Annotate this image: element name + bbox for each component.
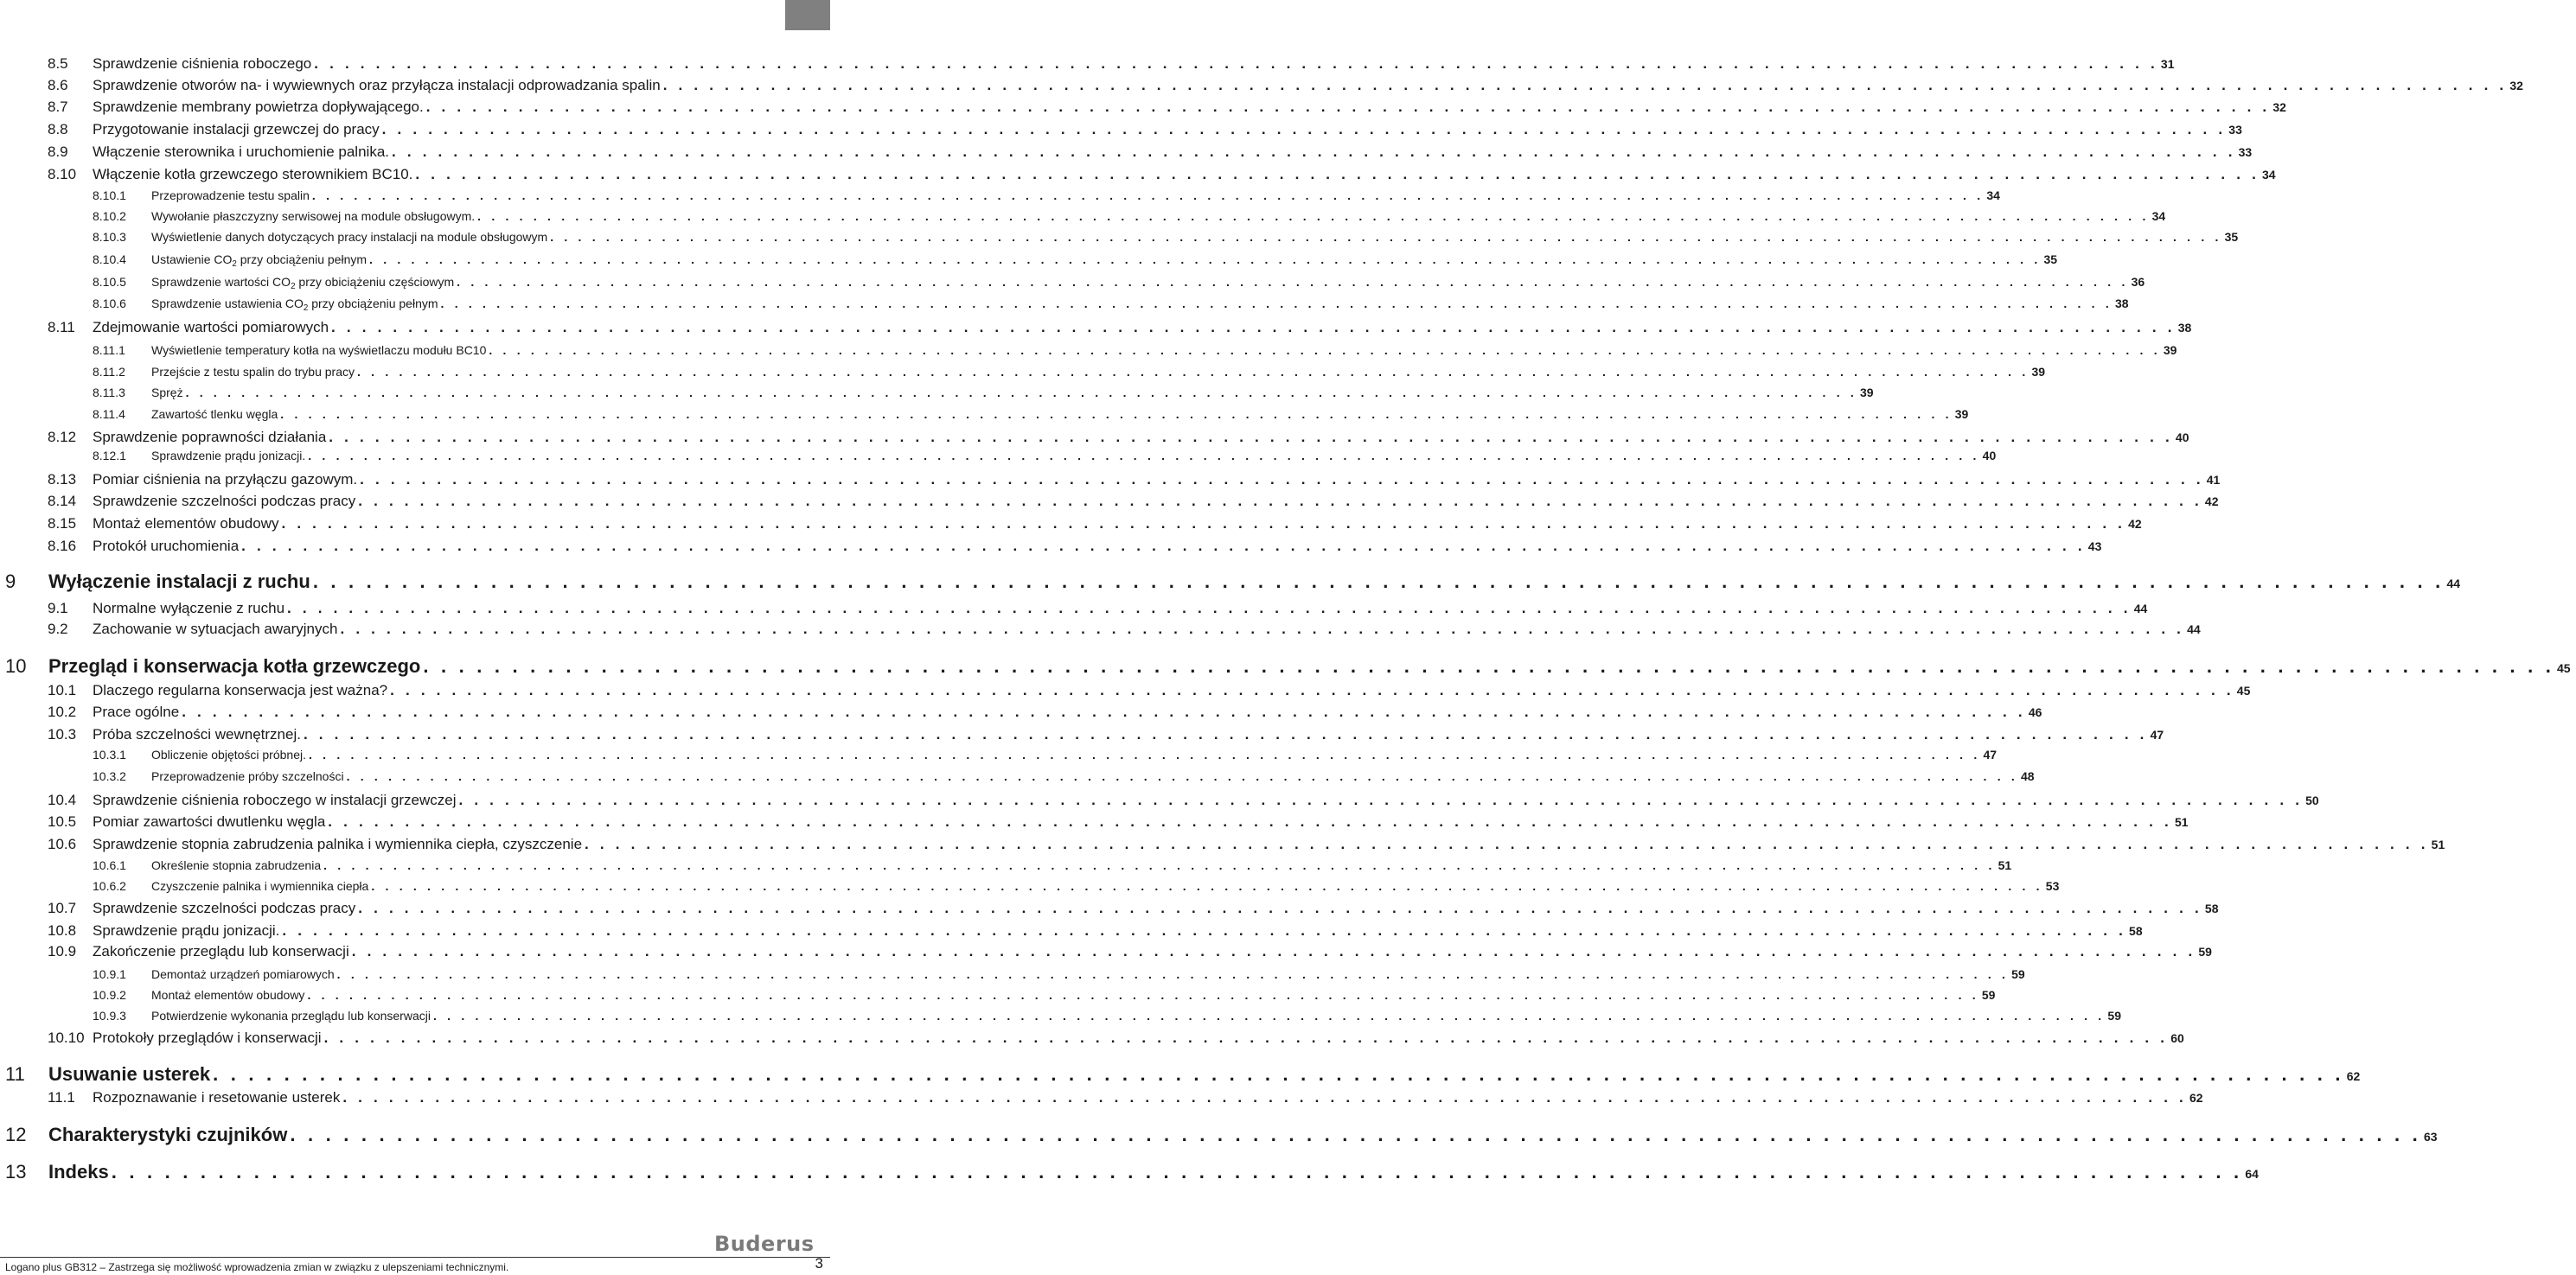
toc-page-number: 58 (2129, 924, 2143, 938)
toc-dot-leader: . . . . . . . . . . . . . . . . . . . . . . . . . . . . . . . . . . . . . . . . . . . . . . . . . . . . . . . . . . . . . . . . . . . . . . . . . . . . . . . . . . . . . . . . . . . . . . . . . . . . . . . . . . . . . . . . . . . . . . . . (311, 188, 1985, 202)
toc-title: Rozpoznawanie i resetowanie usterek (93, 1089, 341, 1106)
toc-entry[interactable] (0, 726, 2164, 743)
toc-number: 10.6.2 (93, 879, 126, 893)
toc-title: Przeprowadzenie próby szczelności (151, 769, 344, 783)
toc-number: 10.3.2 (93, 769, 126, 783)
toc-page-number: 60 (2170, 1031, 2184, 1045)
toc-page-number: 63 (2423, 1130, 2438, 1144)
toc-entry[interactable] (0, 77, 2523, 94)
toc-title: Indeks (48, 1161, 109, 1183)
toc-number: 8.10.6 (93, 296, 126, 310)
toc-title: Sprawdzenie ciśnienia roboczego w instalacji grzewczej (93, 792, 457, 808)
toc-number: 10.9.1 (93, 967, 126, 981)
toc-dot-leader: . . . . . . . . . . . . . . . . . . . . . . . . . . . . . . . . . . . . . . . . . . . . . . . . . . . . . . . . . . . . . . . . . . . . . . . . . . . . . . . . . . . . . . . . . . . . . . . . . . . . . . . . . . . . . . . . . . . . . . . . (309, 748, 1981, 762)
toc-number: 10.5 (48, 813, 77, 830)
toc-number: 10.2 (48, 704, 77, 720)
buderus-logo: Buderus (714, 1232, 815, 1256)
toc-dot-leader: . . . . . . . . . . . . . . . . . . . . . . . . . . . . . . . . . . . . . . . . . . . . . . . . . . . . . . . . . . . . . . . . . . . . . . . . . . . . . . . . . . . . . . . . . . . . . . . . . . . . . . . . . . . . . . . . . . . . . . . . (329, 429, 2173, 445)
toc-entry[interactable] (0, 1161, 2259, 1183)
toc-entry[interactable] (0, 792, 2319, 809)
toc-title: Sprawdzenie ciśnienia roboczego (93, 55, 312, 72)
toc-page-number: 51 (2431, 838, 2445, 851)
toc-title: Pomiar ciśnienia na przyłączu gazowym. (93, 471, 358, 488)
toc-entry[interactable] (0, 836, 2445, 853)
toc-title: Spręż (151, 386, 183, 399)
toc-number: 8.15 (48, 515, 77, 532)
toc-page-number: 33 (2228, 123, 2242, 137)
toc-title: Protokół uruchomienia (93, 538, 240, 554)
toc-entry[interactable] (0, 879, 2060, 893)
toc-dot-leader: . . . . . . . . . . . . . . . . . . . . . . . . . . . . . . . . . . . . . . . . . . . . . . . . . . . . . . . . . . . . . . . . . . . . . . . . . . . . . . . . . . . . . . . . . . . . . . . . . . . . . . . . . . . . . . . . . . . . . . . . (425, 99, 2271, 115)
toc-page-number: 43 (2087, 539, 2102, 553)
toc-title: Montaż elementów obudowy (151, 988, 305, 1002)
toc-entry[interactable] (0, 682, 2251, 699)
toc-title: Włączenie kotła grzewczego sterownikiem BC10. (93, 166, 413, 182)
page-number: 3 (815, 1255, 823, 1272)
toc-page-number: 59 (2198, 945, 2212, 959)
toc-number: 8.10.4 (93, 252, 126, 266)
toc-page-number: 44 (2187, 622, 2201, 636)
toc-title: Wyłączenie instalacji z ruchu (48, 571, 310, 592)
toc-page-number: 39 (1954, 407, 1969, 421)
toc-dot-leader: . . . . . . . . . . . . . . . . . . . . . . . . . . . . . . . . . . . . . . . . . . . . . . . . . . . . . . . . . . . . . . . . . . . . . . . . . . . . . . . . . . . . . . . . . . . . . . . . . . . . . . . . . . . . . . . . . . . . . . . . (432, 1009, 2106, 1023)
toc-title: Sprawdzenie ustawienia $CO_2$ przy obciążeniu pełnym (151, 296, 438, 313)
toc-number: 8.12.1 (93, 449, 126, 462)
toc-number: 9.1 (48, 600, 68, 616)
toc-number: 9.2 (48, 621, 68, 637)
toc-page-number: 44 (2133, 602, 2148, 615)
footer-text: Logano plus GB312 – Zastrzega się możliwość wprowadzenia zmian w związku z ulepszeniami technicznymi. (5, 1261, 509, 1273)
toc-page-number: 40 (1982, 449, 1997, 462)
toc-entry[interactable] (0, 166, 2276, 183)
toc-dot-leader: . . . . . . . . . . . . . . . . . . . . . . . . . . . . . . . . . . . . . . . . . . . . . . . . . . . . . . . . . . . . . . . . . . . . . . . . . . . . . . . . . . . . . . . . . . . . . . . . . . . . . . . . . . . . . . . . . . . . . . . . (281, 515, 2126, 532)
toc-title: Pomiar zawartości dwutlenku węgla (93, 813, 326, 830)
toc-title: Charakterystyki czujników (48, 1124, 288, 1145)
toc-dot-leader: . . . . . . . . . . . . . . . . . . . . . . . . . . . . . . . . . . . . . . . . . . . . . . . . . . . . . . . . . . . . . . . . . . . . . . . . . . . . . . . . . . . . . . . . . . . . . . . . . . . . . . . . . . . . . . . . . . . . . . . . (282, 922, 2127, 939)
toc-entry[interactable] (0, 365, 2046, 379)
toc-title: Czyszczenie palnika i wymiennika ciepła (151, 879, 369, 893)
toc-dot-leader: . . . . . . . . . . . . . . . . . . . . . . . . . . . . . . . . . . . . . . . . . . . . . . . . . . . . . . . . . . . . . . . . . . . . . . . . . . . . . . . . . . . . . . . . . . . . . . . . . . . . . . . . . . . . . . . . . . . . . . . . (585, 836, 2429, 852)
toc-number: 8.11.3 (93, 386, 125, 399)
toc-title: Ustawienie $CO_2$ przy obciążeniu pełnym (151, 252, 368, 269)
toc-title: Zdejmowanie wartości pomiarowych (93, 319, 329, 335)
toc-dot-leader: . . . . . . . . . . . . . . . . . . . . . . . . . . . . . . . . . . . . . . . . . . . . . . . . . . . . . . . . . . . . . . . . . . . . . . . . . . . . . . . . . . . . . . . . . . . . . . . . . . . . . . . . . . . . . . . . . . . . . . . . (662, 77, 2508, 93)
toc-page-number: 34 (1986, 188, 2000, 202)
toc-number: 8.12 (48, 429, 77, 445)
toc-entry[interactable] (0, 188, 2000, 202)
toc-entry[interactable] (0, 621, 2201, 638)
toc-entry[interactable] (0, 143, 2253, 161)
toc-number: 10.6 (48, 836, 77, 852)
toc-title: Przygotowanie instalacji grzewczej do pracy (93, 121, 380, 137)
toc-dot-leader: . . . . . . . . . . . . . . . . . . . . . . . . . . . . . . . . . . . . . . . . . . . . . . . . . . . . . . . . . . . . . . . . . . . . . . . . . . . . . . . . . . . . . . . . . . . . . . . . . . . . . . . . . . . . . . . . . . . . . . . . (241, 538, 2086, 554)
toc-page-number: 46 (2028, 705, 2042, 719)
toc-page-number: 31 (2160, 57, 2175, 71)
toc-page-number: 58 (2204, 902, 2219, 915)
toc-dot-leader: . . . . . . . . . . . . . . . . . . . . . . . . . . . . . . . . . . . . . . . . . . . . . . . . . . . . . . . . . . . . . . . . . . . . . . . . . . . . . . . . . . . . . . . . . . . . . . . . . . . . . . . . . . . . . . . . . . . . . . . . (342, 1089, 2187, 1106)
toc-number: 11 (5, 1063, 25, 1085)
toc-page-number: 32 (2272, 100, 2286, 114)
toc-dot-leader: . . . . . . . . . . . . . . . . . . . . . . . . . . . . . . . . . . . . . . . . . . . . . . . . . . . . . . . . . . . . . . . . . . . . . . . . . . . . . . . . . . . . . . . . . . . . . . . . . . . . . . . . . . . . . . . . . . . . . . . . (287, 600, 2132, 616)
toc-number: 10.3.1 (93, 748, 126, 762)
toc-entry[interactable] (0, 748, 1998, 762)
toc-page-number: 44 (2446, 577, 2461, 590)
toc-page-number: 48 (2021, 769, 2035, 783)
toc-dot-leader: . . . . . . . . . . . . . . . . . . . . . . . . . . . . . . . . . . . . . . . . . . . . . . . . . . . . . . . . . . . . . . . . . . . . . . . . . . . . . . . . . . . . . . . . . . . . . . . . . . . . . . . . . . . . . . . . . . . . . . . . (550, 230, 2222, 244)
toc-page-number: 33 (2238, 145, 2253, 159)
toc-title: Sprawdzenie wartości $CO_2$ przy obiciążeniu częściowym (151, 275, 455, 291)
toc-page-number: 64 (2245, 1167, 2259, 1181)
toc-page-number: 40 (2175, 430, 2189, 444)
toc-page-number: 38 (2177, 321, 2192, 335)
toc-dot-leader: . . . . . . . . . . . . . . . . . . . . . . . . . . . . . . . . . . . . . . . . . . . . . . . . . . . . . . . . . . . . . . . . . . . . . . . . . . . . . . . . . . . . . . . . . . . . . . . . . . . . . . . . . . . . . . . . . . . . . . . . (458, 792, 2304, 808)
toc-number: 8.8 (48, 121, 68, 137)
toc-number: 8.10.2 (93, 209, 126, 223)
toc-entry[interactable] (0, 343, 2177, 357)
toc-entry[interactable] (0, 1089, 2203, 1106)
toc-dot-leader: . . . . . . . . . . . . . . . . . . . . . . . . . . . . . . . . . . . . . . . . . . . . . . . . . . . . . . . . . . . . . . . . . . . . . . . . . . . . . . . . . . . . . . . . . . . . . . . . . . . . . . . . . . . . . . . . . . . . . . . . (328, 813, 2172, 830)
toc-dot-leader: . . . . . . . . . . . . . . . . . . . . . . . . . . . . . . . . . . . . . . . . . . . . . . . . . . . . . . . . . . . . . . . . . . . . . . . . . . . . . . . . . . . . . . . . . . . . . . . . . . . . . . . . . . . . . . . . . . . . . . . . (323, 1030, 2169, 1046)
toc-dot-leader: . . . . . . . . . . . . . . . . . . . . . . . . . . . . . . . . . . . . . . . . . . . . . . . . . . . . . . . . . . . . . . . . . . . . . . . . . . . . . . . . . . . . . . . . . . . . . . . . . . . . . . . . . . . . . . . . . . . . . . . . (357, 365, 2029, 379)
toc-page-number: 62 (2189, 1091, 2203, 1105)
toc-title: Zakończenie przeglądu lub konserwacji (93, 943, 349, 959)
toc-number: 10.7 (48, 900, 77, 916)
toc-number: 13 (5, 1161, 27, 1183)
toc-dot-leader: . . . . . . . . . . . . . . . . . . . . . . . . . . . . . . . . . . . . . . . . . . . . . . . . . . . . . . . . . . . . . . . . . . . . . . . . . . . . . . . . . . . . . . . . . . . . . . . . . . . . . . . . . . . . . . . . . . . . . . . . (182, 704, 2026, 720)
toc-page-number: 34 (2151, 209, 2166, 223)
toc-entry[interactable] (0, 429, 2189, 446)
toc-title: Potwierdzenie wykonania przeglądu lub konserwacji (151, 1009, 431, 1023)
toc-dot-leader: . . . . . . . . . . . . . . . . . . . . . . . . . . . . . . . . . . . . . . . . . . . . . . . . . . . . . . . . . . . . . . . . . . . . . . . . . . . . . . . . . . . . . . . . . . . . . . . . . . . . . . . . . . . . . . . . . . . . . . . . (392, 143, 2236, 160)
toc-entry[interactable] (0, 55, 2175, 73)
toc-page-number: 39 (1860, 386, 1874, 399)
toc-number: 10 (5, 655, 27, 677)
toc-page-number: 51 (1998, 858, 2012, 872)
toc-page-number: 36 (2131, 275, 2145, 289)
toc-page-number: 59 (2011, 967, 2025, 981)
toc-entry[interactable] (0, 943, 2212, 960)
toc-dot-leader: . . . . . . . . . . . . . . . . . . . . . . . . . . . . . . . . . . . . . . . . . . . . . . . . . . . . . . . . . . . . . . . . . . . . . . . . . . . . . . . . . . . . . . . . . . . . . . . . . . . . . . . . . . . . . . . . . . . . . . . . (369, 252, 2042, 266)
toc-entry[interactable] (0, 407, 1969, 421)
toc-entry[interactable] (0, 813, 2189, 831)
toc-dot-leader: . . . . . . . . . . . . . . . . . . . . . . . . . . . . . . . . . . . . . . . . . . . . . . . . . . . . . . . . . . . . . . . . . . . . . . . . . . . . . . . . . . . . . . . . . . . . . . . . . . . . . . . . . . . . . . . . . . . . . . . . (440, 296, 2113, 310)
toc-dot-leader: . . . . . . . . . . . . . . . . . . . . . . . . . . . . . . . . . . . . . . . . . . . . . . . . . . . . . . . . . . . . . . . . . . . . . . . . . . . . . . . . . . . . . . . . . . . . . . . . . . . . . . . . . . . . . . . . . . . . . . . . (312, 571, 2445, 592)
toc-dot-leader: . . . . . . . . . . . . . . . . . . . . . . . . . . . . . . . . . . . . . . . . . . . . . . . . . . . . . . . . . . . . . . . . . . . . . . . . . . . . . . . . . . . . . . . . . . . . . . . . . . . . . . . . . . . . . . . . . . . . . . . . (331, 319, 2176, 335)
toc-number: 8.5 (48, 55, 68, 72)
toc-page-number: 59 (1981, 988, 1996, 1002)
toc-number: 8.11 (48, 319, 75, 335)
toc-number: 10.9.2 (93, 988, 126, 1002)
toc-entry[interactable] (0, 1124, 2438, 1146)
toc-number: 8.10 (48, 166, 77, 182)
toc-entry[interactable] (0, 319, 2192, 336)
toc-number: 8.13 (48, 471, 77, 488)
toc-entry[interactable] (0, 967, 2025, 981)
toc-page-number: 53 (2045, 879, 2060, 893)
toc-entry[interactable] (0, 922, 2143, 940)
toc-number: 10.4 (48, 792, 77, 808)
toc-page-number: 39 (2031, 365, 2046, 379)
toc-page-number: 62 (2346, 1069, 2361, 1083)
toc-number: 8.11.2 (93, 365, 125, 379)
toc-dot-leader: . . . . . . . . . . . . . . . . . . . . . . . . . . . . . . . . . . . . . . . . . . . . . . . . . . . . . . . . . . . . . . . . . . . . . . . . . . . . . . . . . . . . . . . . . . . . . . . . . . . . . . . . . . . . . . . . . . . . . . . . (415, 166, 2260, 182)
toc-dot-leader: . . . . . . . . . . . . . . . . . . . . . . . . . . . . . . . . . . . . . . . . . . . . . . . . . . . . . . . . . . . . . . . . . . . . . . . . . . . . . . . . . . . . . . . . . . . . . . . . . . . . . . . . . . . . . . . . . . . . . . . . (390, 682, 2234, 698)
toc-number: 8.6 (48, 77, 68, 93)
toc-entry[interactable] (0, 515, 2142, 532)
toc-number: 10.9.3 (93, 1009, 126, 1023)
toc-title: Sprawdzenie otworów na- i wywiewnych oraz przyłącza instalacji odprowadzania spalin (93, 77, 661, 93)
toc-title: Zachowanie w sytuacjach awaryjnych (93, 621, 338, 637)
toc-dot-leader: . . . . . . . . . . . . . . . . . . . . . . . . . . . . . . . . . . . . . . . . . . . . . . . . . . . . . . . . . . . . . . . . . . . . . . . . . . . . . . . . . . . . . . . . . . . . . . . . . . . . . . . . . . . . . . . . . . . . . . . . (351, 943, 2196, 959)
toc-number: 10.8 (48, 922, 77, 939)
toc-page-number: 35 (2224, 230, 2239, 244)
toc-page-number: 47 (2150, 728, 2164, 742)
toc-page-number: 59 (2107, 1009, 2121, 1023)
toc-title: Zawartość tlenku węgla (151, 407, 278, 421)
toc-dot-leader: . . . . . . . . . . . . . . . . . . . . . . . . . . . . . . . . . . . . . . . . . . . . . . . . . . . . . . . . . . . . . . . . . . . . . . . . . . . . . . . . . . . . . . . . . . . . . . . . . . . . . . . . . . . . . . . . . . . . . . . . (290, 1124, 2421, 1145)
toc-number: 11.1 (48, 1089, 75, 1106)
toc-title: Próba szczelności wewnętrznej. (93, 726, 301, 743)
toc-number: 12 (5, 1124, 27, 1145)
toc-entry[interactable] (0, 449, 1997, 462)
toc-entry[interactable] (0, 1030, 2184, 1047)
toc-dot-leader: . . . . . . . . . . . . . . . . . . . . . . . . . . . . . . . . . . . . . . . . . . . . . . . . . . . . . . . . . . . . . . . . . . . . . . . . . . . . . . . . . . . . . . . . . . . . . . . . . . . . . . . . . . . . . . . . . . . . . . . . (381, 121, 2227, 137)
toc-number: 8.10.3 (93, 230, 126, 244)
toc-entry[interactable] (0, 655, 2571, 678)
toc-number: 10.9 (48, 943, 77, 959)
toc-title: Przejście z testu spalin do trybu pracy (151, 365, 355, 379)
footer-divider (0, 1257, 830, 1258)
toc-number: 8.10.1 (93, 188, 126, 202)
toc-title: Sprawdzenie szczelności podczas pracy (93, 493, 356, 509)
toc-dot-leader: . . . . . . . . . . . . . . . . . . . . . . . . . . . . . . . . . . . . . . . . . . . . . . . . . . . . . . . . . . . . . . . . . . . . . . . . . . . . . . . . . . . . . . . . . . . . . . . . . . . . . . . . . . . . . . . . . . . . . . . . (346, 769, 2018, 783)
toc-title: Protokoły przeglądów i konserwacji (93, 1030, 322, 1046)
toc-entry[interactable] (0, 493, 2219, 510)
toc-dot-leader: . . . . . . . . . . . . . . . . . . . . . . . . . . . . . . . . . . . . . . . . . . . . . . . . . . . . . . . . . . . . . . . . . . . . . . . . . . . . . . . . . . . . . . . . . . . . . . . . . . . . . . . . . . . . . . . . . . . . . . . . (307, 988, 1979, 1002)
toc-title: Sprawdzenie membrany powietrza dopływającego. (93, 99, 424, 115)
toc-dot-leader: . . . . . . . . . . . . . . . . . . . . . . . . . . . . . . . . . . . . . . . . . . . . . . . . . . . . . . . . . . . . . . . . . . . . . . . . . . . . . . . . . . . . . . . . . . . . . . . . . . . . . . . . . . . . . . . . . . . . . . . . (358, 493, 2202, 509)
toc-number: 10.10 (48, 1030, 85, 1046)
toc-page-number: 45 (2236, 684, 2251, 698)
toc-entry[interactable] (0, 704, 2042, 721)
toc-page-number: 34 (2262, 168, 2276, 182)
toc-title: Obliczenie objętości próbnej. (151, 748, 306, 762)
toc-title: Montaż elementów obudowy (93, 515, 279, 532)
toc-number: 8.16 (48, 538, 77, 554)
toc-title: Wyświetlenie temperatury kotła na wyświetlaczu modułu BC10 (151, 343, 487, 357)
toc-dot-leader: . . . . . . . . . . . . . . . . . . . . . . . . . . . . . . . . . . . . . . . . . . . . . . . . . . . . . . . . . . . . . . . . . . . . . . . . . . . . . . . . . . . . . . . . . . . . . . . . . . . . . . . . . . . . . . . . . . . . . . . . (457, 275, 2129, 289)
toc-entry[interactable] (0, 1063, 2361, 1086)
toc-entry[interactable] (0, 209, 2166, 223)
toc-entry[interactable] (0, 600, 2148, 617)
toc-entry[interactable] (0, 471, 2221, 488)
toc-title: Sprawdzenie szczelności podczas pracy (93, 900, 356, 916)
corner-tab (785, 0, 830, 30)
toc-dot-leader: . . . . . . . . . . . . . . . . . . . . . . . . . . . . . . . . . . . . . . . . . . . . . . . . . . . . . . . . . . . . . . . . . . . . . . . . . . . . . . . . . . . . . . . . . . . . . . . . . . . . . . . . . . . . . . . . . . . . . . . . (323, 858, 1996, 872)
toc-entry[interactable] (0, 900, 2219, 917)
toc-title: Wywołanie płaszczyzny serwisowej na module obsługowym. (151, 209, 476, 223)
toc-title: Sprawdzenie prądu jonizacji. (93, 922, 280, 939)
toc-page-number: 51 (2174, 815, 2189, 829)
toc-dot-leader: . . . . . . . . . . . . . . . . . . . . . . . . . . . . . . . . . . . . . . . . . . . . . . . . . . . . . . . . . . . . . . . . . . . . . . . . . . . . . . . . . . . . . . . . . . . . . . . . . . . . . . . . . . . . . . . . . . . . . . . . (489, 343, 2161, 357)
toc-number: 8.14 (48, 493, 77, 509)
toc-page-number: 38 (2114, 296, 2129, 310)
toc-title: Określenie stopnia zabrudzenia (151, 858, 322, 872)
toc-entry[interactable] (0, 769, 2035, 783)
toc-entry[interactable] (0, 230, 2239, 244)
toc-number: 8.11.4 (93, 407, 125, 421)
toc-dot-leader: . . . . . . . . . . . . . . . . . . . . . . . . . . . . . . . . . . . . . . . . . . . . . . . . . . . . . . . . . . . . . . . . . . . . . . . . . . . . . . . . . . . . . . . . . . . . . . . . . . . . . . . . . . . . . . . . . . . . . . . . (185, 386, 1858, 399)
toc-number: 10.6.1 (93, 858, 126, 872)
toc-page-number: 47 (1983, 748, 1998, 762)
toc-page-number: 35 (2043, 252, 2058, 266)
toc-dot-leader: . . . . . . . . . . . . . . . . . . . . . . . . . . . . . . . . . . . . . . . . . . . . . . . . . . . . . . . . . . . . . . . . . . . . . . . . . . . . . . . . . . . . . . . . . . . . . . . . . . . . . . . . . . . . . . . . . . . . . . . . (336, 967, 2010, 981)
toc-entry[interactable] (0, 99, 2286, 116)
toc-title: Przeprowadzenie testu spalin (151, 188, 310, 202)
toc-dot-leader: . . . . . . . . . . . . . . . . . . . . . . . . . . . . . . . . . . . . . . . . . . . . . . . . . . . . . . . . . . . . . . . . . . . . . . . . . . . . . . . . . . . . . . . . . . . . . . . . . . . . . . . . . . . . . . . . . . . . . . . . (213, 1063, 2344, 1085)
toc-entry[interactable] (0, 386, 1874, 399)
toc-entry[interactable] (0, 571, 2461, 593)
toc-dot-leader: . . . . . . . . . . . . . . . . . . . . . . . . . . . . . . . . . . . . . . . . . . . . . . . . . . . . . . . . . . . . . . . . . . . . . . . . . . . . . . . . . . . . . . . . . . . . . . . . . . . . . . . . . . . . . . . . . . . . . . . . (360, 471, 2204, 488)
toc-entry[interactable] (0, 538, 2102, 555)
toc-dot-leader: . . . . . . . . . . . . . . . . . . . . . . . . . . . . . . . . . . . . . . . . . . . . . . . . . . . . . . . . . . . . . . . . . . . . . . . . . . . . . . . . . . . . . . . . . . . . . . . . . . . . . . . . . . . . . . . . . . . . . . . . (314, 55, 2158, 72)
toc-number: 9 (5, 571, 16, 592)
toc-dot-leader: . . . . . . . . . . . . . . . . . . . . . . . . . . . . . . . . . . . . . . . . . . . . . . . . . . . . . . . . . . . . . . . . . . . . . . . . . . . . . . . . . . . . . . . . . . . . . . . . . . . . . . . . . . . . . . . . . . . . . . . . (280, 407, 1953, 421)
toc-title: Sprawdzenie poprawności działania (93, 429, 327, 445)
toc-title: Wyświetlenie danych dotyczących pracy instalacji na module obsługowym (151, 230, 548, 244)
toc-dot-leader: . . . . . . . . . . . . . . . . . . . . . . . . . . . . . . . . . . . . . . . . . . . . . . . . . . . . . . . . . . . . . . . . . . . . . . . . . . . . . . . . . . . . . . . . . . . . . . . . . . . . . . . . . . . . . . . . . . . . . . . . (308, 449, 1980, 462)
toc-number: 10.3 (48, 726, 77, 743)
toc-entry[interactable] (0, 252, 2058, 269)
toc-entry[interactable] (0, 275, 2145, 291)
toc-title: Sprawdzenie stopnia zabrudzenia palnika i wymiennika ciepła, czyszczenie (93, 836, 583, 852)
toc-entry[interactable] (0, 296, 2129, 313)
toc-entry[interactable] (0, 121, 2242, 138)
toc-page-number: 50 (2305, 794, 2319, 807)
toc-title: Demontaż urządzeń pomiarowych (151, 967, 335, 981)
toc-title: Prace ogólne (93, 704, 180, 720)
toc-title: Dlaczego regularna konserwacja jest ważna? (93, 682, 388, 698)
toc-page-number: 32 (2509, 79, 2523, 92)
toc-page-number: 41 (2206, 473, 2221, 487)
toc-dot-leader: . . . . . . . . . . . . . . . . . . . . . . . . . . . . . . . . . . . . . . . . . . . . . . . . . . . . . . . . . . . . . . . . . . . . . . . . . . . . . . . . . . . . . . . . . . . . . . . . . . . . . . . . . . . . . . . . . . . . . . . . (303, 726, 2148, 743)
toc-number: 8.11.1 (93, 343, 125, 357)
toc-number: 8.9 (48, 143, 68, 160)
toc-number: 10.1 (48, 682, 77, 698)
toc-number: 8.10.5 (93, 275, 126, 289)
toc-dot-leader: . . . . . . . . . . . . . . . . . . . . . . . . . . . . . . . . . . . . . . . . . . . . . . . . . . . . . . . . . . . . . . . . . . . . . . . . . . . . . . . . . . . . . . . . . . . . . . . . . . . . . . . . . . . . . . . . . . . . . . . . (423, 655, 2555, 677)
toc-dot-leader: . . . . . . . . . . . . . . . . . . . . . . . . . . . . . . . . . . . . . . . . . . . . . . . . . . . . . . . . . . . . . . . . . . . . . . . . . . . . . . . . . . . . . . . . . . . . . . . . . . . . . . . . . . . . . . . . . . . . . . . . (111, 1161, 2243, 1183)
toc-title: Przegląd i konserwacja kotła grzewczego (48, 655, 421, 677)
toc-entry[interactable] (0, 988, 1996, 1002)
toc-page-number: 42 (2204, 494, 2219, 508)
toc-dot-leader: . . . . . . . . . . . . . . . . . . . . . . . . . . . . . . . . . . . . . . . . . . . . . . . . . . . . . . . . . . . . . . . . . . . . . . . . . . . . . . . . . . . . . . . . . . . . . . . . . . . . . . . . . . . . . . . . . . . . . . . . (340, 621, 2185, 637)
toc-entry[interactable] (0, 858, 2012, 872)
toc-page-number: 45 (2557, 661, 2571, 675)
toc-entry[interactable] (0, 1009, 2121, 1023)
toc-title: Normalne wyłączenie z ruchu (93, 600, 285, 616)
toc-dot-leader: . . . . . . . . . . . . . . . . . . . . . . . . . . . . . . . . . . . . . . . . . . . . . . . . . . . . . . . . . . . . . . . . . . . . . . . . . . . . . . . . . . . . . . . . . . . . . . . . . . . . . . . . . . . . . . . . . . . . . . . . (371, 879, 2043, 893)
toc-dot-leader: . . . . . . . . . . . . . . . . . . . . . . . . . . . . . . . . . . . . . . . . . . . . . . . . . . . . . . . . . . . . . . . . . . . . . . . . . . . . . . . . . . . . . . . . . . . . . . . . . . . . . . . . . . . . . . . . . . . . . . . . (358, 900, 2202, 916)
toc-number: 8.7 (48, 99, 68, 115)
toc-dot-leader: . . . . . . . . . . . . . . . . . . . . . . . . . . . . . . . . . . . . . . . . . . . . . . . . . . . . . . . . . . . . . . . . . . . . . . . . . . . . . . . . . . . . . . . . . . . . . . . . . . . . . . . . . . . . . . . . . . . . . . . . (477, 209, 2150, 223)
toc-title: Sprawdzenie prądu jonizacji. (151, 449, 306, 462)
toc-title: Włączenie sterownika i uruchomienie palnika. (93, 143, 389, 160)
toc-page-number: 42 (2128, 517, 2142, 531)
toc-page-number: 39 (2163, 343, 2177, 357)
toc-title: Usuwanie usterek (48, 1063, 211, 1085)
